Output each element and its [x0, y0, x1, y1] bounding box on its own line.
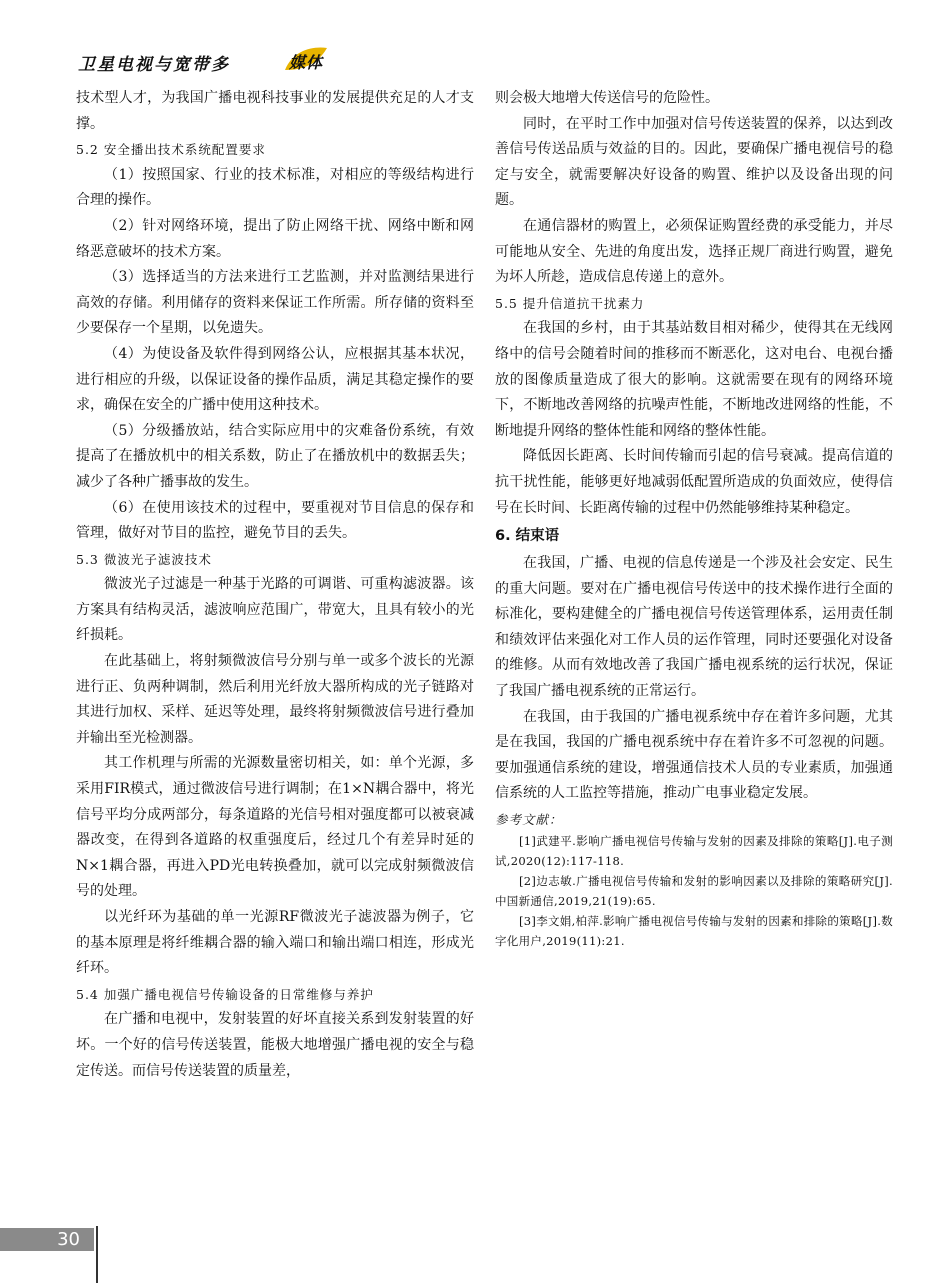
reference-item: [1]武建平.影响广播电视信号传输与发射的因素及排除的策略[J].电子测试,2020(12):117-118.	[495, 834, 893, 869]
paragraph: 其工作机理与所需的光源数量密切相关，如：单个光源，多采用FIR模式，通过微波信号进行调制；在1×N耦合器中，将光信号平均分成两部分，每条道路的光信号相对强度都可以被衰减器改变，在得到各道路的权重强度后，经过几个有差异时延的N×1耦合器，再进入PD光电转换叠加，就可以完成射频微波信号的处理。	[76, 755, 474, 900]
paragraph: 在我国，由于我国的广播电视系统中存在着许多问题，尤其是在我国，我国的广播电视系统中存在着许多不可忽视的问题。要加强通信系统的建设，增强通信技术人员的专业素质，加强通信系统的人工监控等措施，推动广电事业稳定发展。	[495, 708, 893, 802]
reference-item: [3]李文娟,柏萍.影响广播电视信号传输与发射的因素和排除的策略[J].数字化用户,2019(11):21.	[495, 914, 893, 949]
paragraph: （3）选择适当的方法来进行工艺监测，并对监测结果进行高效的存储。利用储存的资料来保证工作所需。所存储的资料至少要保存一个星期，以免遗失。	[76, 269, 474, 337]
chapter-heading: 6. 结束语	[495, 528, 560, 545]
paragraph: （1）按照国家、行业的技术标准，对相应的等级结构进行合理的操作。	[76, 166, 474, 209]
paragraph: 在此基础上，将射频微波信号分别与单一或多个波长的光源进行正、负两种调制，然后利用光纤放大器所构成的光子链路对其进行加权、采样、延迟等处理，最终将射频微波信号进行叠加并输出至光检测器。	[76, 653, 474, 746]
paragraph: 则会极大地增大传送信号的危险性。	[495, 90, 719, 106]
section-heading: 5.2 安全播出技术系统配置要求	[76, 142, 266, 158]
paragraph: （5）分级播放站，结合实际应用中的灾难备份系统，有效提高了在播放机中的相关系数，防止了在播放机中的数据丢失；减少了各种广播事故的发生。	[76, 422, 474, 490]
page-divider-line	[96, 1226, 98, 1283]
paragraph: 在广播和电视中，发射装置的好坏直接关系到发射装置的好坏。一个好的信号传送装置，能极大地增强广播电视的安全与稳定传送。而信号传送装置的质量差，	[76, 1011, 474, 1079]
paragraph: （4）为使设备及软件得到网络公认，应根据其基本状况，进行相应的升级，以保证设备的操作品质，满足其稳定操作的要求，确保在安全的广播中使用这种技术。	[76, 345, 474, 414]
section-heading: 5.5 提升信道抗干扰素力	[495, 295, 645, 311]
paragraph: 技术型人才，为我国广播电视科技事业的发展提供充足的人才支撑。	[76, 90, 474, 132]
section-heading: 5.4 加强广播电视信号传输设备的日常维修与养护	[76, 986, 374, 1002]
right-column	[495, 86, 893, 951]
paragraph: 降低因长距离、长时间传输而引起的信号衰减。提高信道的抗干扰性能，能够更好地减弱低配置所造成的负面效应，使得信号在长时间、长距离传输的过程中仍然能够维持某种稳定。	[495, 448, 893, 516]
paragraph: 同时，在平时工作中加强对信号传送装置的保养，以达到改善信号传送品质与效益的目的。因此，要确保广播电视信号的稳定与安全，就需要解决好设备的购置、维护以及设备出现的问题。	[495, 115, 893, 209]
journal-badge-text: 媒体	[288, 53, 323, 72]
paragraph: 在通信器材的购置上，必须保证购置经费的承受能力，并尽可能地从安全、先进的角度出发，选择正规厂商进行购置，避免为坏人所趁，造成信息传递上的意外。	[495, 217, 893, 286]
page-number-box	[0, 1228, 94, 1251]
reference-item: [2]边志敏.广播电视信号传输和发射的影响因素以及排除的策略研究[J].中国新通信,2019,21(19):65.	[495, 874, 893, 909]
references-heading: 参考文献：	[495, 812, 563, 828]
journal-masthead	[78, 44, 378, 78]
paragraph: （2）针对网络环境，提出了防止网络干扰、网络中断和网络恶意破坏的技术方案。	[76, 217, 474, 260]
paragraph: 以光纤环为基础的单一光源RF微波光子滤波器为例子，它的基本原理是将纤维耦合器的输入端口和输出端口相连，形成光纤环。	[76, 909, 474, 977]
left-column	[76, 86, 474, 1084]
journal-title: 卫星电视与宽带多	[78, 55, 230, 75]
paragraph: 在我国的乡村，由于其基站数目相对稀少，使得其在无线网络中的信号会随着时间的推移而不断恶化，这对电台、电视台播放的图像质量造成了很大的影响。这就需要在现有的网络环境下，不断地改善网络的抗噪声性能，不断地改进网络的性能，不断地提升网络的整体性能和网络的整体性能。	[495, 320, 893, 439]
paragraph: 微波光子过滤是一种基于光路的可调谐、可重构滤波器。该方案具有结构灵活，滤波响应范围广，带宽大，且具有较小的光纤损耗。	[76, 576, 474, 644]
journal-badge	[283, 44, 329, 74]
paragraph: 在我国，广播、电视的信息传递是一个涉及社会安定、民生的重大问题。要对在广播电视信号传送中的技术操作进行全面的标准化，要构建健全的广播电视信号传送管理体系，运用责任制和绩效评估来强化对工作人员的运作管理，同时还要强化对设备的维修。从而有效地改善了我国广播电视系统的运行状况，保证了我国广播电视系统的正常运行。	[495, 555, 893, 700]
section-heading: 5.3 微波光子滤波技术	[76, 551, 212, 567]
page-number: 30	[57, 1229, 80, 1250]
paragraph: （6）在使用该技术的过程中，要重视对节目信息的保存和管理，做好对节目的监控，避免节目的丢失。	[76, 499, 474, 542]
